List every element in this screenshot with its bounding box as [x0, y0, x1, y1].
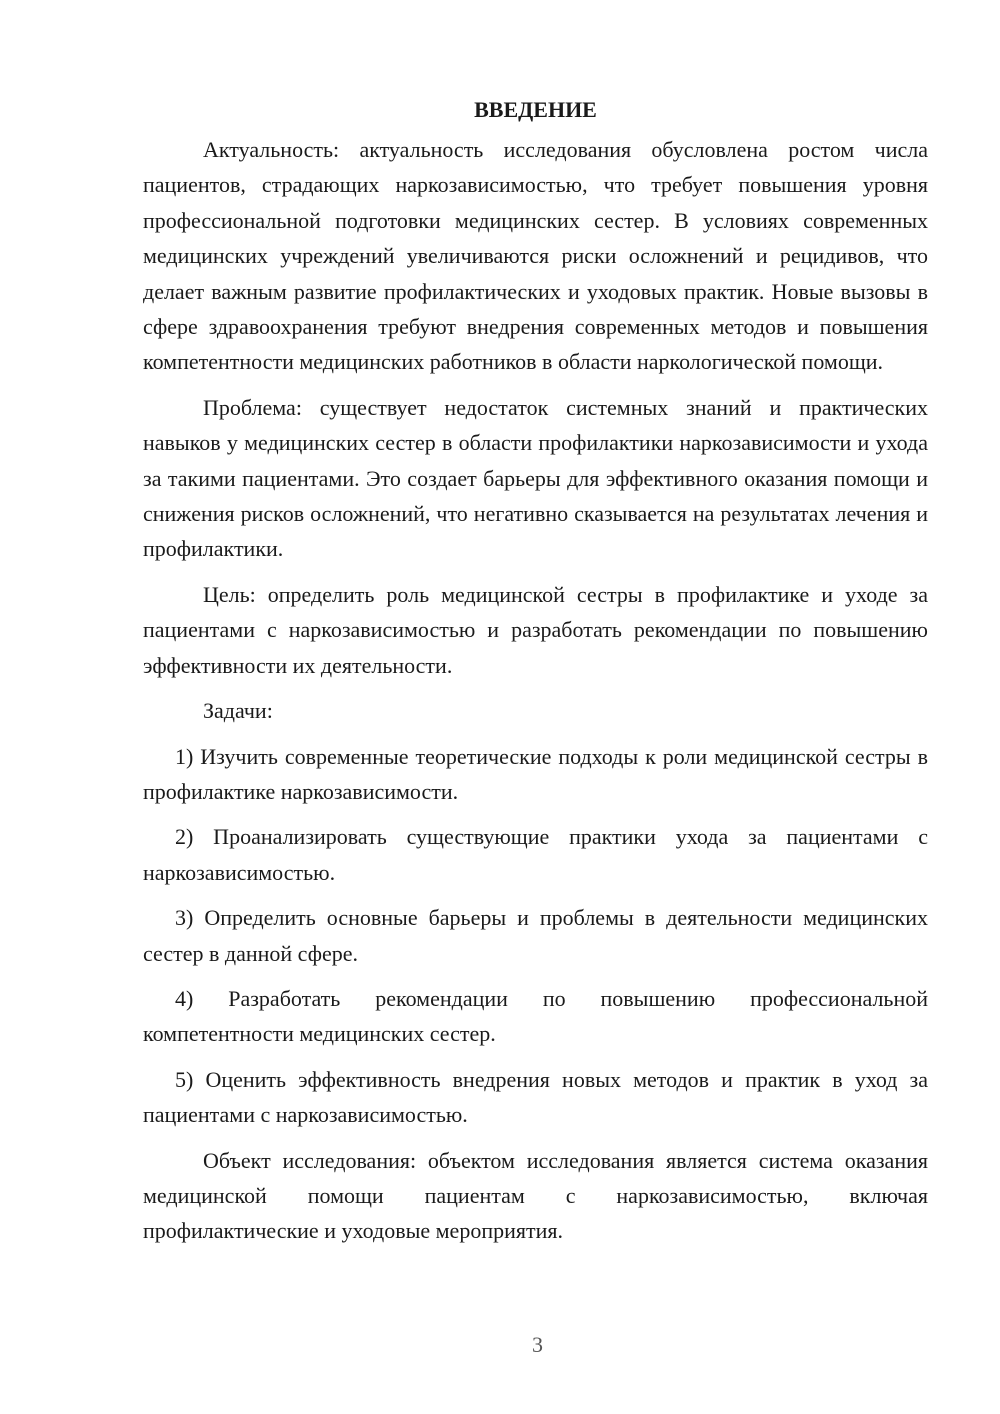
goal-paragraph: Цель: определить роль медицинской сестры в профилактике и уходе за пациентами с наркозависимостью и разработать рекомендации по повышению эффективности их деятельности.: [143, 581, 928, 678]
task-item: 5) Оценить эффективность внедрения новых методов и практик в уход за пациентами с наркозависимостью.: [143, 1066, 928, 1128]
object-paragraph: Объект исследования: объектом исследования является система оказания медицинской помощи пациентам с наркозависимостью, включая профилактические и уходовые мероприятия.: [143, 1147, 928, 1244]
page-content: [143, 92, 928, 1259]
task-item: 1) Изучить современные теоретические подходы к роли медицинской сестры в профилактике наркозависимости.: [143, 743, 928, 804]
page-title: ВВЕДЕНИЕ: [474, 97, 597, 122]
problem-paragraph: Проблема: существует недостаток системных знаний и практических навыков у медицинских сестер в области профилактики наркозависимости и ухода за такими пациентами. Это создает барьеры для эффективного оказания помощи и снижения рисков осложнений, что негативно сказывается на результатах лечения и профилактики.: [143, 394, 928, 562]
task-item: 3) Определить основные барьеры и проблемы в деятельности медицинских сестер в данной сфере.: [143, 905, 928, 966]
task-item: 2) Проанализировать существующие практики ухода за пациентами с наркозависимостью.: [143, 824, 928, 885]
page-number: 3: [532, 1332, 543, 1357]
task-item: 4) Разработать рекомендации по повышению профессиональной компетентности медицинских сестер.: [143, 985, 928, 1047]
tasks-heading: Задачи:: [203, 698, 273, 724]
relevance-paragraph: Актуальность: актуальность исследования обусловлена ростом числа пациентов, страдающих наркозависимостью, что требует повышения уровня профессиональной подготовки медицинских сестер. В условиях современных медицинских учреждений увеличиваются риски осложнений и рецидивов, что делает важным развитие профилактических и уходовых практик. Новые вызовы в сфере здравоохранения требуют внедрения современных методов и повышения компетентности медицинских работников в области наркологической помощи.: [143, 137, 928, 375]
